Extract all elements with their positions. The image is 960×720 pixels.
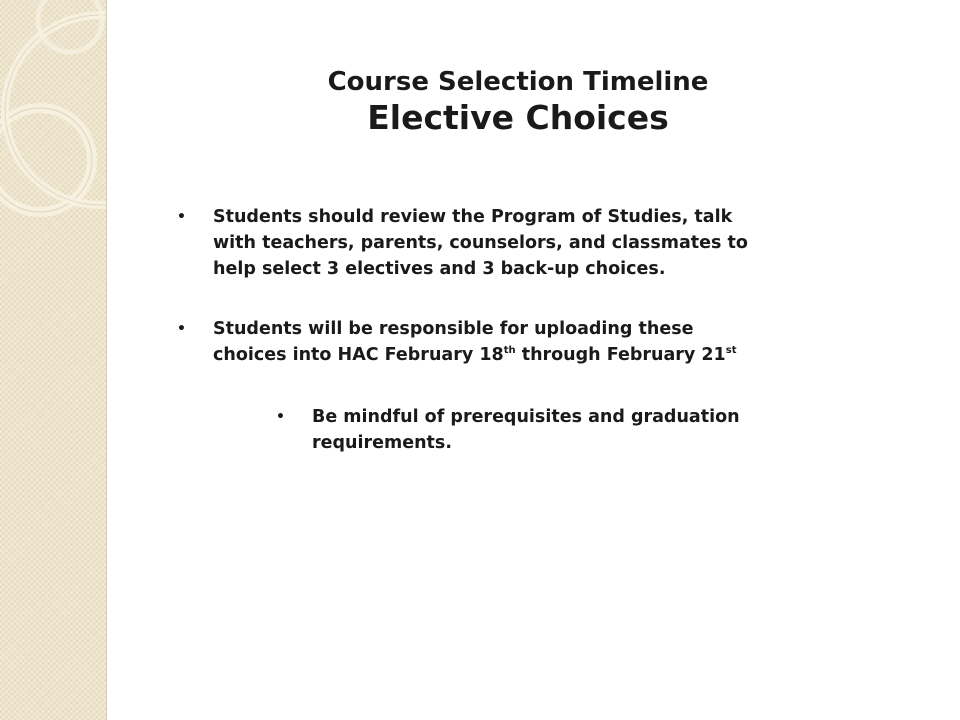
bullet-text-line: requirements. — [312, 433, 452, 453]
bullet-text-line: Be mindful of prerequisites and graduation — [312, 407, 740, 427]
slide-title: Course Selection Timeline — [327, 67, 709, 97]
bullet-marker: • — [177, 209, 186, 225]
bullet-text-line-dates — [213, 342, 893, 368]
bullet-upload-choices — [177, 316, 893, 368]
decorative-rings-graphic — [0, 0, 106, 720]
bullet-text-line: Students will be responsible for uploading these — [213, 319, 694, 339]
bullet-text-line: Students should review the Program of Studies, talk — [213, 207, 733, 227]
date-text-end: through February 21 — [515, 345, 726, 365]
ordinal-suffix: th — [503, 345, 516, 356]
sub-bullet-prerequisites — [276, 404, 872, 456]
bullet-marker: • — [177, 321, 186, 337]
bullet-marker: • — [276, 409, 285, 425]
ordinal-suffix: st — [725, 345, 737, 356]
bullet-text-line: with teachers, parents, counselors, and classmates to — [213, 233, 748, 253]
date-text-start: choices into HAC February 18 — [213, 345, 504, 365]
slide-subtitle: Elective Choices — [367, 98, 669, 137]
bullet-review-program — [177, 204, 893, 282]
bullet-text-line: help select 3 electives and 3 back-up choices. — [213, 259, 666, 279]
